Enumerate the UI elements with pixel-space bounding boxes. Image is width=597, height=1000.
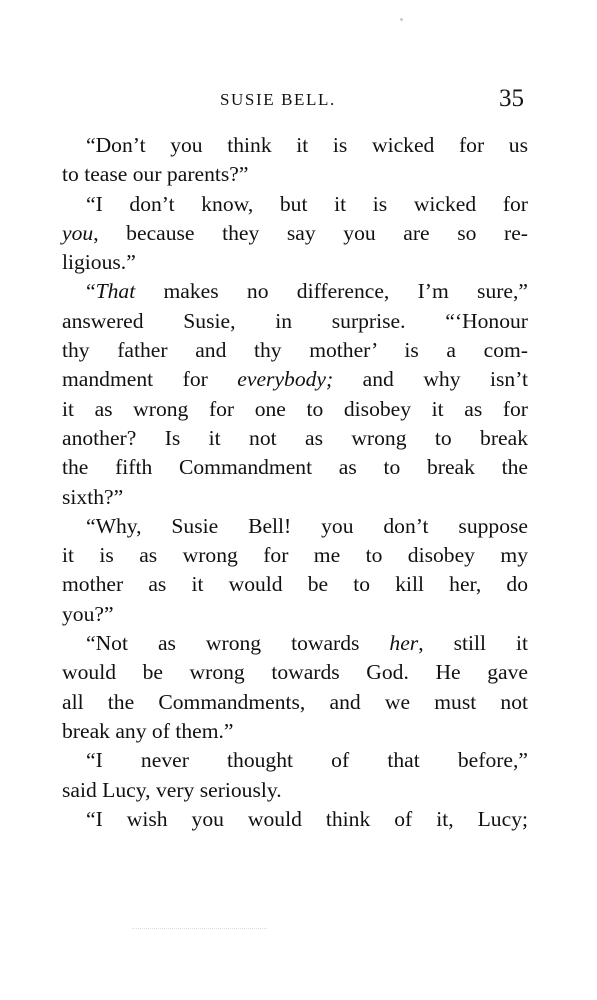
body-text	[62, 131, 528, 834]
text-line: another? Is it not as wrong to break	[62, 425, 528, 450]
text-line: “I never thought of that before,”	[86, 748, 528, 773]
text-line: “Don’t you think it is wicked for us	[86, 133, 528, 157]
text-line: “Why, Susie Bell! you don’t suppose	[86, 513, 528, 538]
italic-emphasis: her	[389, 631, 419, 656]
text-line: it as wrong for one to disobey it as for	[62, 396, 528, 421]
running-head	[62, 85, 524, 120]
text-line: “That makes no difference, I’m sure,”	[86, 279, 528, 304]
italic-emphasis: That	[95, 279, 136, 304]
footer-speckle	[132, 928, 267, 931]
text-line: the fifth Commandment as to break the	[62, 455, 528, 480]
italic-emphasis: you	[62, 220, 94, 245]
text-line: “Not as wrong towards her, still it	[86, 631, 528, 656]
paper-speck	[400, 18, 403, 21]
page-number: 35	[499, 85, 524, 112]
text-line: break any of them.”	[62, 718, 234, 743]
text-line: mandment for everybody; and why isn’t	[62, 367, 528, 392]
text-line: would be wrong towards God. He gave	[62, 660, 528, 685]
text-line: mother as it would be to kill her, do	[62, 572, 528, 597]
text-line: thy father and thy mother’ is a com-	[62, 338, 528, 363]
text-line: it is as wrong for me to disobey my	[62, 543, 528, 568]
text-line: “I wish you would think of it, Lucy;	[86, 806, 528, 831]
text-line: said Lucy, very seriously.	[62, 777, 282, 802]
text-line: all the Commandments, and we must not	[62, 689, 528, 714]
running-title: SUSIE BELL.	[220, 90, 336, 109]
text-line: to tease our parents?”	[62, 162, 249, 187]
text-line: you?”	[62, 601, 114, 626]
text-line: answered Susie, in surprise. “‘Honour	[62, 308, 528, 333]
text-line: you, because they say you are so re-	[62, 220, 528, 245]
italic-emphasis: everybody;	[237, 367, 334, 392]
text-line: ligious.”	[62, 250, 136, 275]
text-line: “I don’t know, but it is wicked for	[86, 191, 528, 216]
text-line: sixth?”	[62, 484, 124, 509]
